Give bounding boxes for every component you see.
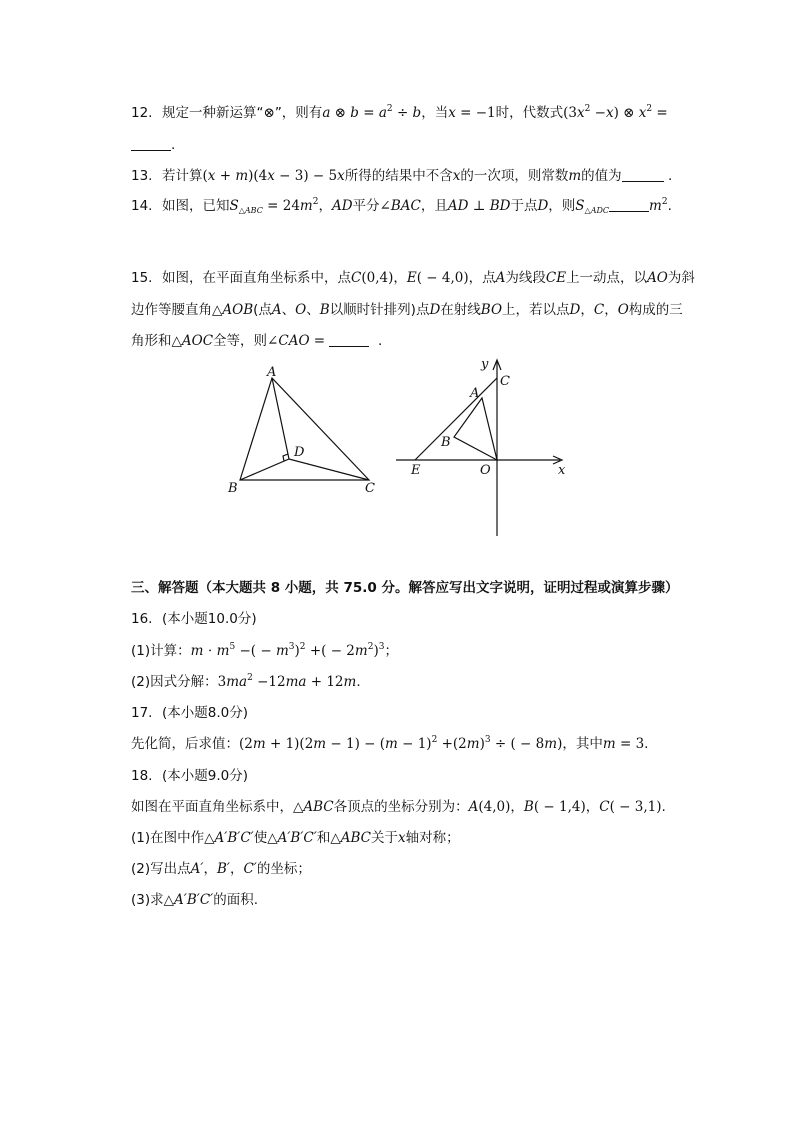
- segments-bd-dc: [240, 459, 369, 480]
- question-15-line-3: 角形和△AOC全等，则∠CAO = .: [131, 333, 383, 349]
- label-a: A: [267, 365, 277, 380]
- question-16-part-2: (2)因式分解：$3ma^2 -12ma + 12m$.: [131, 673, 361, 690]
- question-17-header: 17. (本小题8.0分): [131, 705, 249, 721]
- label-c2: C: [500, 374, 510, 389]
- question-18-intro: 如图在平面直角坐标系中，△ABC各顶点的坐标分别为：A(4,0)，B( − 1,4)，C( − 3,1).: [131, 799, 666, 815]
- question-18-part-1: (1)在图中作△A′B′C′使△A′B′C′和△ABC关于x轴对称；: [131, 830, 460, 846]
- question-14: 14. 如图，已知$S_{\triangle ABC} = 24m^2$，AD平分∠BAC，且AD ⊥ BD于点D，则$S_{\triangle ADC}$ $m^2$.: [131, 197, 672, 215]
- question-16-part-1: (1)计算：$m \cdot m^5$ −( − $m^3)^2$ +( − $2m^2)^3$；: [131, 642, 398, 659]
- math-expression: a: [322, 105, 331, 121]
- label-c: C: [365, 481, 375, 496]
- label-y: y: [481, 357, 489, 372]
- question-15-line-1: 15. 如图，在平面直角坐标系中，点C(0,4)，E( − 4,0)，点A为线段CE上一动点，以AO为斜: [131, 270, 695, 286]
- question-number: 17.: [131, 705, 153, 721]
- segment-ce: [415, 378, 497, 460]
- label-b: B: [228, 481, 238, 496]
- question-number: 15.: [131, 270, 153, 286]
- triangle-abc: [240, 378, 369, 480]
- label-b2: B: [441, 435, 451, 450]
- question-number: 13.: [131, 168, 153, 184]
- question-number: 16.: [131, 611, 153, 627]
- segment-ad: [272, 378, 289, 459]
- question-17-body: 先化简，后求值：$(2m + 1)(2m - 1) - (m - 1)^2 +(2m)^3$ ÷ ( − 8m)，其中m = 3.: [131, 735, 649, 752]
- question-18-header: 18. (本小题9.0分): [131, 768, 249, 784]
- label-d: D: [294, 445, 305, 460]
- triangle-aob: [454, 398, 497, 460]
- label-x: x: [558, 463, 566, 478]
- section-heading: 三、解答题（本大题共 8 小题，共 75.0 分。解答应写出文字说明，证明过程或演算步骤）: [131, 580, 679, 596]
- question-13: 13. 若计算(x + m)(4x − 3) − 5x所得的结果中不含x的一次项，则常数m的值为 .: [131, 168, 673, 184]
- question-number: 12.: [131, 105, 153, 121]
- question-12-line-2: .: [131, 135, 175, 155]
- question-12-line-1: 12. 规定一种新运算“⊗”，则有a ⊗ $b = a^2 \div b$，当x = −1时，代数式$(3x^2 -x)$ ⊗ $x^2$ =: [131, 104, 668, 121]
- question-18-part-3: (3)求△A′B′C′的面积.: [131, 892, 259, 908]
- question-15-line-2: 边作等腰直角△AOB(点A、O、B以顺时针排列)点D在射线BO上，若以点D，C，O构成的三: [131, 302, 683, 318]
- label-e: E: [411, 463, 421, 478]
- question-number: 14.: [131, 198, 153, 214]
- question-18-part-2: (2)写出点A′，B′，C′的坐标；: [131, 861, 311, 877]
- label-a2: A: [470, 386, 480, 401]
- question-number: 18.: [131, 768, 153, 784]
- question-16-header: 16. (本小题10.0分): [131, 611, 257, 627]
- label-o: O: [480, 463, 491, 478]
- figure-1: [240, 378, 369, 480]
